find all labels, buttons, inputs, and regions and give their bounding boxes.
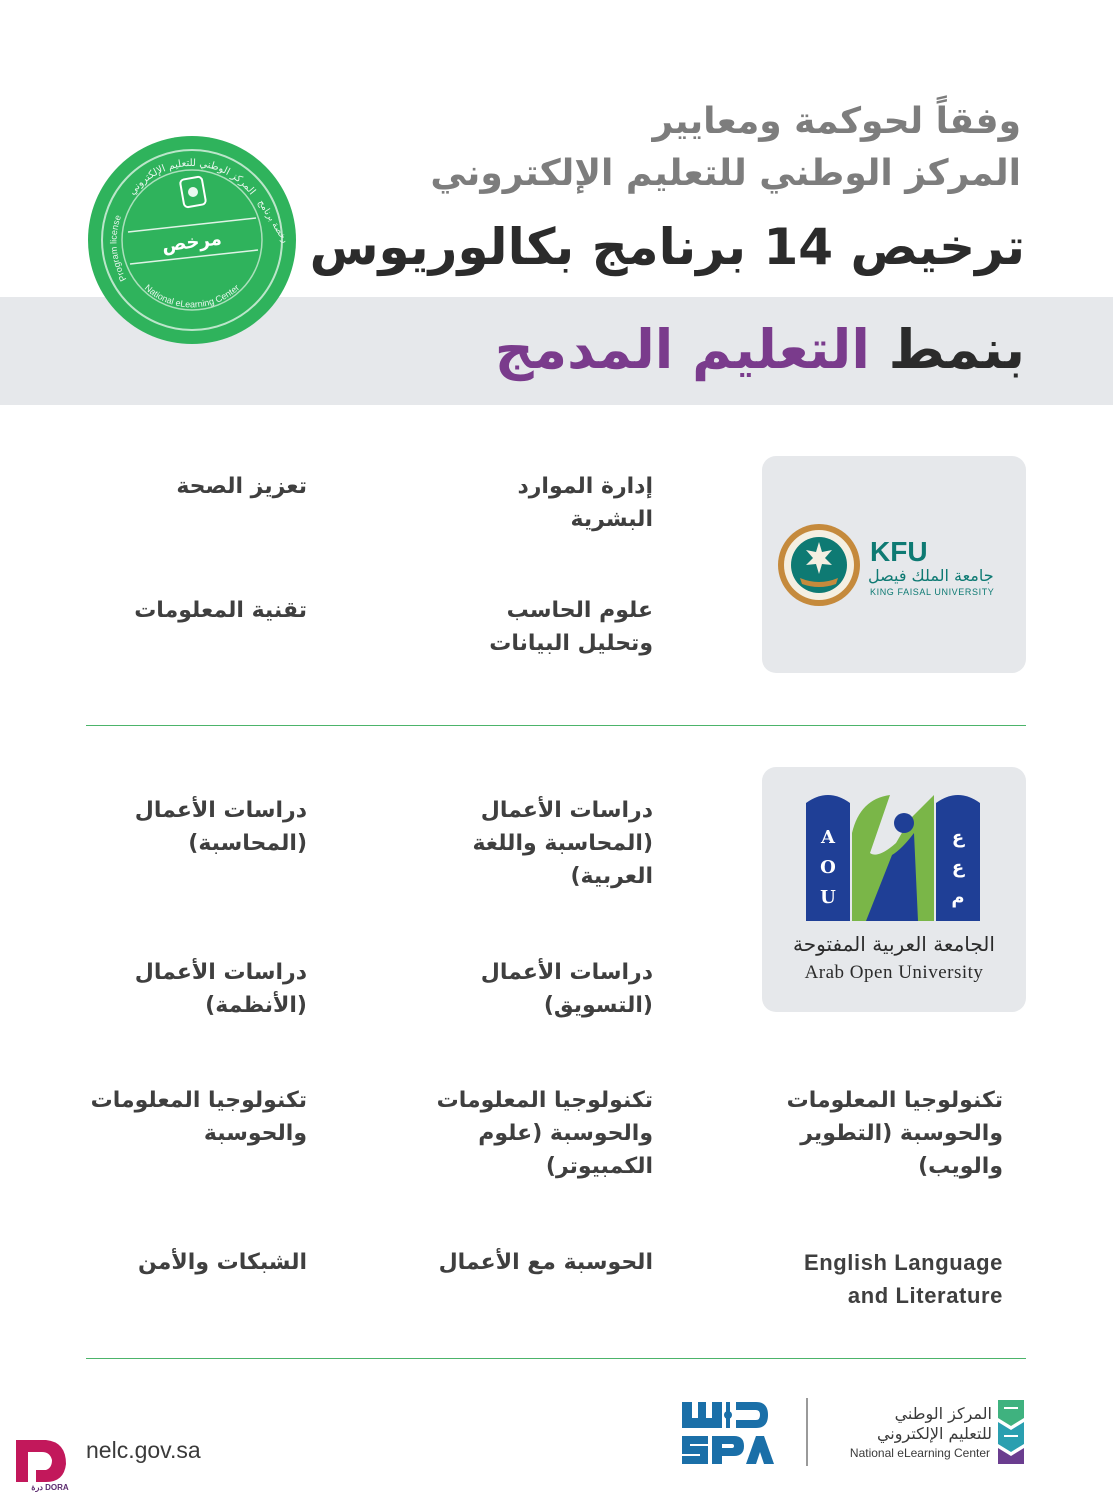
svg-text:A: A — [821, 827, 835, 848]
nelc-name-ar — [820, 1404, 992, 1444]
stamp-arc-ar: المركز الوطني للتعليم الإلكتروني — [126, 157, 258, 198]
section-divider — [86, 725, 1026, 726]
nelc-name-ar-line2: للتعليم الإلكتروني — [876, 1424, 992, 1443]
band-title — [495, 318, 1025, 381]
program-hr-management — [517, 470, 653, 536]
stamp-arc-en: National eLearning Center — [142, 282, 242, 310]
nelc-name-en: National eLearning Center — [849, 1446, 990, 1460]
program-line: تعزيز الصحة — [176, 474, 307, 499]
program-line: الشبكات والأمن — [137, 1250, 307, 1275]
svg-text:U: U — [820, 887, 836, 908]
stamp-label: مرخص — [160, 228, 223, 257]
program-line: علوم الحاسب وتحليل البيانات — [489, 598, 653, 656]
aou-name-en: Arab Open University — [804, 962, 984, 983]
svg-text:National eLearning Center — [143, 282, 241, 309]
footer-divider — [86, 1358, 1026, 1359]
program-business-accounting — [135, 794, 307, 860]
program-itc-computer-science — [437, 1084, 653, 1183]
kfu-name-ar: جامعة الملك فيصل — [868, 566, 994, 585]
program-business-accounting-arabic — [472, 794, 653, 893]
band-title-prefix: بنمط — [869, 318, 1025, 381]
program-english-literature — [804, 1246, 1003, 1312]
aou-logo-icon — [806, 793, 980, 921]
svg-text:O: O — [820, 857, 836, 878]
program-itc-web-dev — [787, 1084, 1003, 1183]
subtitle-line-1: وفقاً لحوكمة ومعايير — [652, 101, 1021, 142]
program-business-systems — [135, 956, 307, 1022]
band-title-accent: التعليم المدمج — [494, 318, 870, 381]
stamp-arc-ar-right: رخصة برنامج — [255, 198, 290, 245]
footer-separator — [806, 1398, 808, 1466]
program-line: تكنولوجيا المعلومات والحوسبة — [90, 1088, 307, 1146]
program-line: دراسات الأعمال (التسويق) — [480, 960, 653, 1018]
program-line: دراسات الأعمال (المحاسبة واللغة العربية) — [472, 798, 653, 889]
kfu-seal-icon — [776, 522, 862, 608]
kfu-abbr: KFU — [870, 536, 928, 567]
program-health-promotion — [176, 470, 307, 503]
dora-logo-icon — [6, 1430, 72, 1492]
program-line: إدارة الموارد البشرية — [517, 474, 653, 532]
svg-text:Program license — [109, 214, 129, 283]
kfu-name-en: KING FAISAL UNIVERSITY — [870, 587, 995, 597]
svg-text:م: م — [951, 887, 965, 908]
program-line: تقنية المعلومات — [134, 598, 307, 623]
svg-text:ع: ع — [951, 857, 965, 878]
aou-name-ar: الجامعة العربية المفتوحة — [793, 932, 995, 956]
program-business-marketing — [481, 956, 653, 1022]
program-computing-business — [439, 1246, 653, 1279]
program-line: دراسات الأعمال (الأنظمة) — [134, 960, 307, 1018]
program-line: تكنولوجيا المعلومات والحوسبة (التطوير والويب) — [786, 1088, 1003, 1179]
program-line: English Language and Literature — [803, 1250, 1003, 1308]
svg-text:ع: ع — [951, 827, 965, 848]
program-itc — [91, 1084, 307, 1150]
subtitle-line-2: المركز الوطني للتعليم الإلكتروني — [430, 153, 1021, 194]
program-line: تكنولوجيا المعلومات والحوسبة (علوم الكمبيوتر) — [436, 1088, 653, 1179]
page-title: ترخيص 14 برنامج بكالوريوس — [309, 218, 1025, 276]
program-networks-security — [138, 1246, 307, 1279]
nelc-name-ar-line1: المركز الوطني — [894, 1404, 992, 1423]
website-link[interactable]: nelc.gov.sa — [86, 1437, 201, 1463]
program-it — [134, 594, 307, 627]
license-stamp-icon — [88, 136, 296, 344]
program-cs-data-analytics — [489, 594, 653, 660]
nelc-logo-icon — [994, 1396, 1028, 1468]
program-line: الحوسبة مع الأعمال — [438, 1250, 653, 1275]
spa-logo-icon — [680, 1398, 776, 1466]
dora-mark: درة DORA — [31, 1483, 69, 1492]
stamp-arc-en-left: Program license — [108, 213, 129, 284]
program-line: دراسات الأعمال (المحاسبة) — [134, 798, 307, 856]
